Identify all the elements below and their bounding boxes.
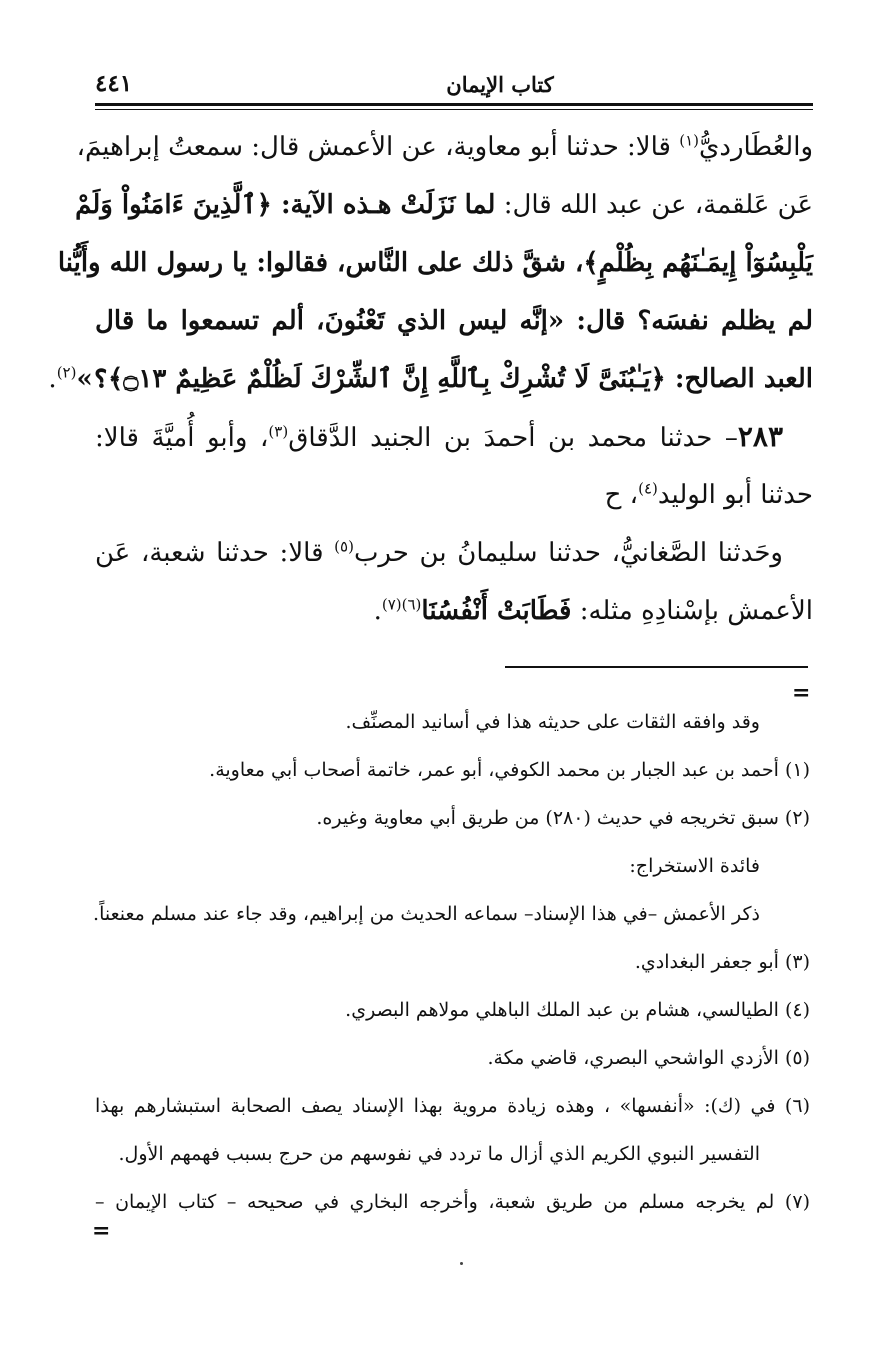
- text-line-9: [95, 582, 813, 640]
- quran-verse: يَلْبِسُوٓاْ إِيمَـٰنَهُم بِظُلْمٍ﴾: [583, 248, 813, 278]
- quran-verse: ﴿يَـٰبُنَىَّ لَا تُشْرِكْ بِٱللَّهِ إِنَّ ٱلشِّرْكَ لَظُلْمٌ عَظِيمٌ ۝١٣﴾: [107, 364, 666, 394]
- text-segment: قالا: حدثنا أبو معاوية، عن الأعمش قال: سمعتُ إبراهيمَ،: [76, 132, 680, 162]
- footnote-ref: (٣): [268, 422, 289, 441]
- footnote-continued: وقد وافقه الثقات على حديثه هذا في أسانيد المصنِّف.: [345, 711, 760, 733]
- text-line-4: [95, 292, 813, 350]
- footnote-5: (٥) الأزدي الواشحي البصري، قاضي مكة.: [487, 1047, 810, 1069]
- text-line-2: [75, 176, 813, 234]
- hadith-number: ٢٨٣: [737, 420, 783, 453]
- text-segment: وحَدثنا الصَّغانيُّ، حدثنا سليمانُ بن حرب: [353, 538, 783, 568]
- continuation-mark: =: [792, 680, 811, 706]
- text-segment: ، ح: [604, 480, 639, 510]
- page-number: ٤٤١: [95, 70, 133, 97]
- text-line-7: [95, 466, 813, 524]
- footnote-ref: (٢): [56, 363, 77, 382]
- footnotes: [95, 698, 810, 1226]
- main-text: [48, 118, 813, 640]
- footnote-ref: (٦)(٧): [381, 595, 422, 614]
- text-line-8: [95, 524, 813, 582]
- text-line-1: [76, 118, 813, 176]
- bold-segment: ، شقَّ ذلك على النَّاس، فقالوا: يا رسول الله وأَيُّنا: [57, 248, 584, 278]
- bold-segment: لم يظلم نفسَه؟ قال:: [564, 306, 813, 336]
- scan-speck: [460, 1262, 463, 1265]
- footnote-1: (١) أحمد بن عبد الجبار بن محمد الكوفي، أبو عمر، خاتمة أصحاب أبي معاوية.: [209, 759, 810, 781]
- text-segment: – حدثنا محمد بن أحمدَ بن الجنيد الدَّقاق: [288, 423, 738, 453]
- footnote-2-heading: فائدة الاستخراج:: [629, 855, 760, 877]
- text-segment: .: [48, 364, 57, 394]
- continuation-mark-end: =: [92, 1218, 111, 1244]
- text-line-3: [57, 234, 813, 292]
- quran-verse: ﴿ٱلَّذِينَ ءَامَنُواْ وَلَمْ: [75, 190, 272, 220]
- running-title: كتاب الإيمان: [446, 72, 554, 97]
- bold-segment: لما نَزَلَتْ هـذه الآية:: [271, 190, 496, 220]
- text-line-6: [95, 408, 813, 466]
- prophetic-quote: «إنَّه ليس الذي تَعْنُونَ، ألم تسمعوا ما قال: [95, 306, 565, 336]
- text-segment: .: [373, 596, 382, 626]
- footnote-2-body: ذكر الأعمش –في هذا الإسناد– سماعه الحديث من إبراهيم، وقد جاء عند مسلم معنعناً.: [93, 903, 760, 925]
- header-rule-thick: [95, 103, 813, 106]
- text-segment: الأعمش بإسْنادِهِ مثله:: [571, 596, 813, 626]
- footnote-2: (٢) سبق تخريجه في حديث (٢٨٠) من طريق أبي معاوية وغيره.: [316, 807, 810, 829]
- text-segment: حدثنا أبو الوليد: [657, 480, 813, 510]
- text-segment: والعُطَارديُّ: [699, 132, 813, 162]
- bold-segment: فَطَابَتْ أَنْفُسُنَا: [421, 596, 572, 626]
- bold-segment: ؟»: [76, 364, 108, 394]
- bold-segment: العبد الصالح:: [665, 364, 813, 394]
- footnote-separator: [505, 666, 808, 668]
- footnote-ref: (١): [679, 131, 700, 150]
- text-segment: ، وأبو أُميَّةَ قالا:: [95, 423, 269, 453]
- footnote-ref: (٥): [334, 537, 354, 556]
- footnote-6-continued: التفسير النبوي الكريم الذي أزال ما تردد في نفوسهم من حرج بسبب فهمهم الأول.: [118, 1143, 760, 1165]
- footnote-6: (٦) في (ك): «أنفسها» ، وهذه زيادة مروية بهذا الإسناد يصف الصحابة استبشارهم بهذا: [95, 1095, 810, 1117]
- page-header: [95, 70, 813, 100]
- footnote-3: (٣) أبو جعفر البغدادي.: [634, 951, 810, 973]
- header-rule-thin: [95, 109, 813, 110]
- footnote-4: (٤) الطيالسي، هشام بن عبد الملك الباهلي مولاهم البصري.: [345, 999, 810, 1021]
- footnote-ref: (٤): [638, 479, 658, 498]
- text-segment: قالا: حدثنا شعبة، عَن: [95, 538, 335, 568]
- text-line-5: [48, 350, 813, 408]
- text-segment: عَن عَلقمة، عن عبد الله قال:: [495, 190, 813, 220]
- footnote-7: (٧) لم يخرجه مسلم من طريق شعبة، وأخرجه البخاري في صحيحه – كتاب الإيمان –: [95, 1191, 810, 1213]
